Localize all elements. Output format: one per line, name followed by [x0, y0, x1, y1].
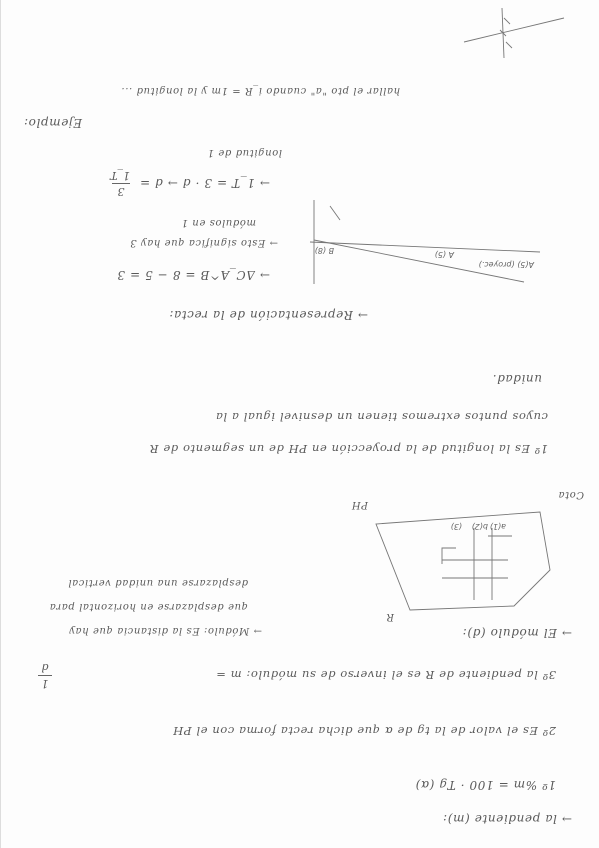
fraction-numerator: 1	[41, 677, 49, 690]
modulo-diagram	[372, 500, 552, 620]
fraction-bar	[38, 675, 52, 676]
ejemplo-line: hallar el pto "a" cuando i_R = 1m y la longitud ...	[120, 85, 400, 96]
ecuacion-numerator: 3	[117, 185, 125, 198]
definition-line-3: unidad.	[492, 372, 542, 386]
ecuacion-line: → 1_T = 3 · d → d =	[139, 176, 270, 190]
modulo-def-2: que desplazarse en horizontal para	[49, 601, 248, 612]
recta-line	[310, 242, 540, 252]
diagram-a-label: A (5)	[434, 250, 454, 259]
cota-label: Cota	[557, 489, 584, 500]
pendiente-line-1: 1º %m = 100 · Tg (α)	[415, 778, 556, 792]
ejemplo-title: Ejemplo:	[23, 116, 82, 130]
diagram-b-label: B (8)	[314, 246, 334, 255]
modulo-title: → El módulo (d):	[462, 626, 572, 640]
rotated-content	[1, 0, 599, 848]
delta-equation: → ΔC_A^B = 8 − 5 = 3	[116, 268, 270, 282]
ph-label: PH	[351, 499, 368, 510]
ecuacion-denominator: 1_T	[110, 169, 130, 182]
sketch-line	[464, 18, 564, 42]
tick-mark	[330, 206, 340, 220]
pendiente-line-3: 3º la pendiente de R es el inverso de su módulo: m =	[215, 668, 556, 682]
side-R-label: R	[385, 611, 394, 622]
modulo-def-3: desplazarse una unidad vertical	[67, 577, 248, 588]
pendiente-fraction	[38, 661, 52, 690]
ecuacion-fraction	[112, 169, 130, 198]
diagram-label-a: a(1)	[489, 522, 506, 531]
diagram-proy-label: A(5) (proyec.)	[478, 260, 534, 269]
representacion-title: → Representación de la recta:	[168, 308, 368, 322]
modulo-def-1: → Módulo: Es la distancia que hay	[68, 625, 262, 636]
ecuacion-bar	[112, 183, 130, 184]
definition-line-2: cuyos puntos extremos tienen un desnivel igual a la	[215, 410, 548, 424]
recta-diagram	[300, 190, 540, 300]
fraction-denominator: d	[41, 661, 49, 674]
diagram-label-c: (3)	[450, 522, 462, 531]
longitud-note: longitud de 1	[207, 147, 282, 158]
esto-line-1: → Esto significa que hay 3	[129, 237, 278, 248]
diagram-label-b: b(2)	[471, 522, 488, 531]
pendiente-line-2: 2º Es el valor de la tg de α que dicha recta forma con el PH	[172, 724, 556, 738]
ejemplo-sketch	[454, 0, 564, 58]
diagram-outline	[376, 512, 550, 610]
pendiente-title: → la pendiente (m):	[442, 812, 572, 826]
esto-line-2: módulos en 1	[181, 217, 256, 228]
definition-line-1: 1º Es la longitud de la proyección en PH de un segmento de R	[149, 442, 548, 456]
diagram-step	[442, 548, 456, 564]
